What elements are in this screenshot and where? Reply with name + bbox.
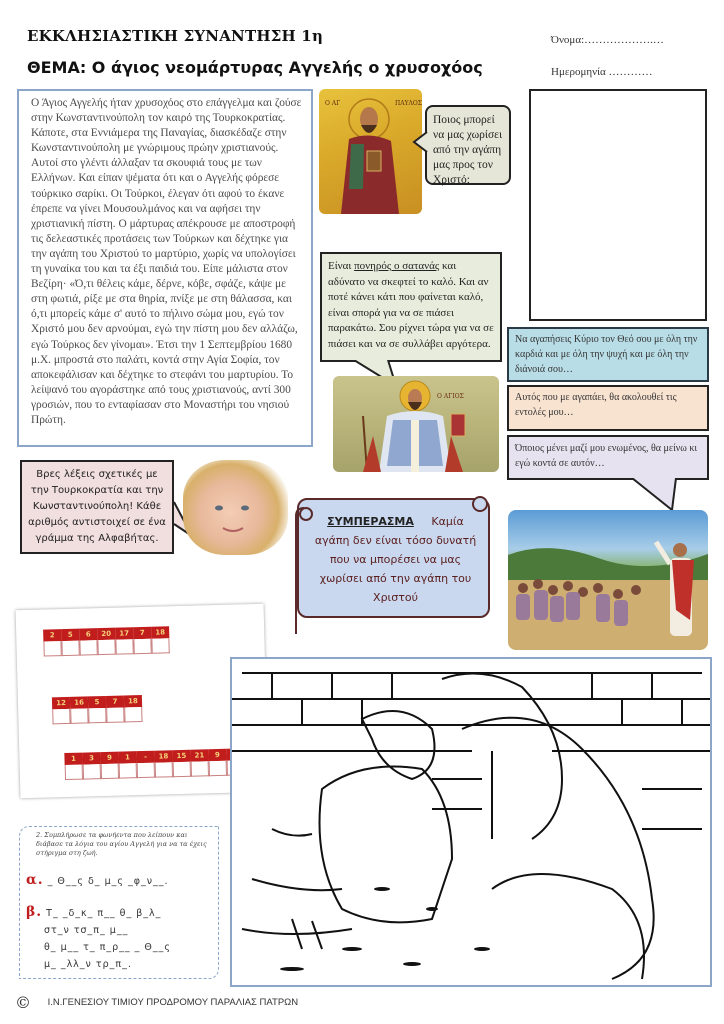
cipher-number: 5 xyxy=(88,696,106,708)
bubble-text: και αδύνατο να σκεφτεί το καλό. Και αν ποτέ κάνει κάτι που φαίνεται καλό, είναι σπορά για να σε πιάσει παρακάτω. Σου ρίχνει τώρα για να σε πιάσει και να σε συλλάβει αργότερα. xyxy=(328,260,494,350)
exercise-line-a[interactable] xyxy=(26,872,212,890)
letter-box[interactable] xyxy=(173,762,191,777)
cipher-number: 15 xyxy=(172,750,190,762)
story-text-box: Ο Άγιος Αγγελής ήταν χρυσοχόος στο επάγγελμα και ζούσε στην Κωνσταντινούπολη τον καιρό της Τουρκοκρατίας. Κάποτε, στα Εννιάμερα της Παναγίας, διασκέδαζε στην Κωνσταντινούπολη με γνώριμους πρώην χριστιανούς. Αυτοί στο γλέντι άλλαξαν τα σκουφιά τους με των Ελλήνων. Και είπαν ψέματα ότι και ο Αγγελής φόρεσε τούρκικο σαρίκι. Οι Τούρκοι, έλεγαν ότι αφού το έκανε έπρεπε να γίνει Μουσουλμάνος και να αφήσει την χριστιανική πίστη. Ο μάρτυρας απέκρουσε με αποστροφή τις δελεαστικές προτάσεις των Τούρκων και δέχτηκε για την αγάπη του Χριστού το μαρτύριο, χωρίς να υπολογίσει τη γυναίκα του και τα έξι παιδιά του. Είπε μάλιστα στον Βεζίρη· «Ό,τι θέλεις κάμε, δέρνε, κόβε, σφάζε, κάψε με στη φωτιά, ρίξε με στα θηρία, πνίξε με στη θάλασσα, και ό,τι μπορείς κάμε σ' αυτό το πήλινο σώμα μου, εγώ τον Χριστό μου δεν αρνούμαι, εγώ την πίστη μου δεν αλλάζω, εγώ Τούρκος δεν γίνομαι». Έτσι την 1 Σεπτεμβρίου 1680 μ.Χ. μπροστά στο παλάτι, κοντά στην Αγία Σοφία, τον αποκεφάλισαν και δέχτηκε το στεφάνι του μαρτυρίου. Το λείψανό του αγοράστηκε από τους χριστιανούς, αντί 300 γροσιών, που το ενταφίασαν στο Μοναστήρι του νησιού Πρώτη. xyxy=(17,89,313,447)
blank-phrase: Τ_ _δ_κ_ π__ θ_ β_λ_ xyxy=(46,908,162,919)
letter-box[interactable] xyxy=(83,764,101,779)
cipher-number: 18 xyxy=(154,750,172,762)
letter-box[interactable] xyxy=(52,709,70,724)
cipher-number: - xyxy=(136,751,154,763)
exercise-line-b3[interactable]: θ_ μ__ τ_ π_ρ__ _ Θ__ς xyxy=(44,942,171,953)
worksheet-subject: ΘΕΜΑ: Ο άγιος νεομάρτυρας Αγγελής ο χρυσοχόος xyxy=(27,58,483,77)
exercise-line-b2[interactable]: στ_ν τσ_π_ μ__ xyxy=(44,925,129,936)
letter-box[interactable] xyxy=(133,639,151,654)
saint-bishop-icon xyxy=(333,376,499,472)
exercise-line-b4[interactable]: μ_ _λλ_ν τρ_π_. xyxy=(44,959,132,970)
letter-box[interactable] xyxy=(151,638,169,653)
footer xyxy=(15,993,298,1012)
coloring-picture xyxy=(230,657,712,987)
cipher-number: 16 xyxy=(70,696,88,708)
cipher-number: 1 xyxy=(64,753,82,765)
commandments-quote-bubble: Αυτός που με αγαπάει, θα ακολουθεί τις εντολές μου… xyxy=(507,385,709,431)
cipher-number: 1 xyxy=(118,751,136,763)
cipher-number: 17 xyxy=(115,627,133,639)
bubble-text: Είναι xyxy=(328,260,355,272)
conclusion-heading: ΣΥΜΠΕΡΑΣΜΑ xyxy=(327,515,414,528)
apostle-paul-icon xyxy=(319,89,422,214)
cipher-number: 20 xyxy=(97,628,115,640)
blank-drawing-box[interactable] xyxy=(529,89,707,321)
item-marker-a: α. xyxy=(26,872,44,888)
letter-box[interactable] xyxy=(61,641,79,656)
letter-box[interactable] xyxy=(70,708,88,723)
item-marker-b: β. xyxy=(26,904,43,920)
puzzle-row-3 xyxy=(64,748,245,780)
name-field-label: Όνομα:……………….… xyxy=(551,34,664,46)
svg-text:Ο ΑΓΙΟΣ: Ο ΑΓΙΟΣ xyxy=(437,393,464,400)
cipher-number: 5 xyxy=(61,629,79,641)
footer-parish-name: Ι.Ν.ΓΕΝΕΣΙΟΥ ΤΙΜΙΟΥ ΠΡΟΔΡΟΜΟΥ ΠΑΡΑΛΙΑΣ ΠΑΤΡΩΝ xyxy=(47,997,299,1009)
cipher-number: 21 xyxy=(190,749,208,761)
worksheet-title: ΕΚΚΛΗΣΙΑΣΤΙΚΗ ΣΥΝΑΝΤΗΣΗ 1η xyxy=(27,27,324,45)
devil-warning-bubble xyxy=(320,252,502,362)
conclusion-text: Καμία αγάπη δεν είναι τόσο δυνατή που να μπορέσει να μας χωρίσει από την αγάπη του Χριστού xyxy=(314,515,477,604)
copyright-icon: © xyxy=(15,993,31,1012)
cipher-number: 12 xyxy=(52,697,70,709)
abide-bubble-tail xyxy=(630,478,680,514)
letter-box[interactable] xyxy=(106,707,124,722)
cipher-number: 3 xyxy=(82,752,100,764)
letter-box[interactable] xyxy=(124,707,142,722)
letter-box[interactable] xyxy=(101,764,119,779)
exercise-line-b[interactable] xyxy=(26,904,212,922)
puzzle-instruction-bubble: Βρες λέξεις σχετικές με την Τουρκοκρατία και την Κωνσταντινούπολη! Κάθε αριθμός αντιστοιχεί σε ένα γράμμα της Αλφαβήτας. xyxy=(20,460,174,554)
cipher-number: 7 xyxy=(133,627,151,639)
letter-box[interactable] xyxy=(155,762,173,777)
cipher-number: 18 xyxy=(151,626,169,638)
svg-text:ΠΑΥΛΟΣ: ΠΑΥΛΟΣ xyxy=(395,100,422,107)
letter-box[interactable] xyxy=(79,640,97,655)
paul-speech-bubble: Ποιος μπορεί να μας χωρίσει από την αγάπη μας προς τον Χριστό; xyxy=(425,105,511,185)
abide-quote-bubble: Όποιος μένει μαζί μου ενωμένος, θα μείνω κι εγώ κοντά σε αυτόν… xyxy=(507,435,709,480)
cipher-number: 7 xyxy=(106,695,124,707)
letter-box[interactable] xyxy=(97,640,115,655)
paul-bubble-tail xyxy=(412,128,430,158)
cipher-number: 6 xyxy=(79,628,97,640)
puzzle-row-1 xyxy=(43,626,170,656)
exercise-instruction: 2. Συμπλήρωσε τα φωνήεντα που λείπουν και διάβασε τα λόγια του αγίου Αγγελή για να τα έχεις στήριγμα στη ζωή. xyxy=(36,831,207,857)
cipher-number: 9 xyxy=(208,749,226,761)
vowel-fill-exercise xyxy=(19,826,219,979)
date-field-label: Ημερομηνία ………… xyxy=(551,66,653,78)
letter-box[interactable] xyxy=(115,639,133,654)
letter-box[interactable] xyxy=(65,765,83,780)
letter-box[interactable] xyxy=(88,708,106,723)
love-god-quote-bubble: Να αγαπήσεις Κύριο τον Θεό σου με όλη την καρδιά και με όλη την ψυχή και με όλη την διάνοιά σου… xyxy=(507,327,709,382)
letter-box[interactable] xyxy=(119,763,137,778)
smiling-girl-photo xyxy=(183,460,288,555)
cipher-number: 18 xyxy=(124,695,142,707)
blank-phrase: _ Θ__ς δ_ μ_ς _φ_ν__. xyxy=(47,876,169,887)
letter-box[interactable] xyxy=(209,761,227,776)
puzzle-row-2 xyxy=(52,695,143,724)
underlined-phrase: πονηρός ο σατανάς xyxy=(354,260,440,272)
cipher-number: 9 xyxy=(100,752,118,764)
letter-box[interactable] xyxy=(43,641,61,656)
scroll-curl-ornaments xyxy=(294,494,494,634)
cipher-number: 2 xyxy=(43,629,61,641)
jesus-preaching-picture xyxy=(508,510,708,650)
letter-box[interactable] xyxy=(191,761,209,776)
svg-text:Ο ΑΓ: Ο ΑΓ xyxy=(325,100,341,107)
letter-box[interactable] xyxy=(137,763,155,778)
